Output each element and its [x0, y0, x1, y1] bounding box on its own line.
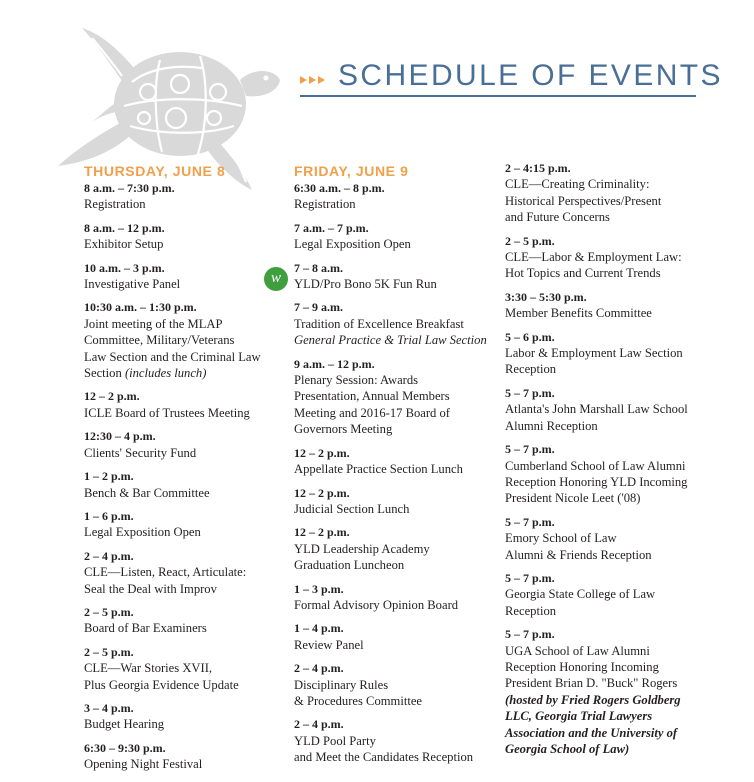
event-title-text: Opening Night Festival — [84, 757, 203, 772]
event-item — [294, 716, 500, 765]
event-title-line — [294, 597, 500, 613]
event-title-text: Graduation Luncheon — [294, 558, 405, 573]
event-time: 1 – 2 p.m. — [84, 469, 134, 484]
event-item — [84, 260, 289, 293]
event-title-line — [505, 530, 740, 546]
event-item — [505, 441, 740, 507]
event-title-line — [84, 716, 289, 732]
event-item — [294, 485, 500, 518]
event-title-text: Reception Honoring YLD Incoming — [505, 474, 688, 489]
event-title-line — [84, 316, 289, 332]
event-item — [294, 620, 500, 653]
event-time: 3:30 – 5:30 p.m. — [505, 289, 587, 304]
event-host-note: LLC, Georgia Trial Lawyers — [505, 709, 653, 724]
event-title-text: Registration — [84, 197, 146, 212]
event-title-text: Cumberland School of Law Alumni — [505, 458, 686, 473]
event-time: 12 – 2 p.m. — [294, 525, 350, 540]
event-item — [505, 160, 740, 226]
triple-arrow-icon — [300, 71, 327, 89]
event-title-line — [84, 276, 289, 292]
badge-letter: w — [270, 270, 281, 286]
event-title-text: Bench & Bar Committee — [84, 485, 210, 500]
event-title-line — [505, 643, 740, 659]
event-title-line — [505, 603, 740, 619]
event-title-line — [294, 276, 500, 292]
event-title-line — [294, 236, 500, 252]
event-time: 8 a.m. – 12 p.m. — [84, 220, 165, 235]
event-title-text: Seal the Deal with Improv — [84, 581, 217, 596]
event-title-text: Meeting and 2016-17 Board of — [294, 405, 450, 420]
event-title-line — [84, 564, 289, 580]
event-title-text: Reception — [505, 603, 557, 618]
event-title-text: Section — [84, 366, 122, 381]
event-title-text: Emory School of Law — [505, 531, 617, 546]
event-title-text: President Brian D. "Buck" Rogers — [505, 676, 678, 691]
event-time: 10:30 a.m. – 1:30 p.m. — [84, 300, 197, 315]
event-time: 2 – 4 p.m. — [294, 717, 344, 732]
event-title-text: Plus Georgia Evidence Update — [84, 677, 239, 692]
event-time: 2 – 5 p.m. — [84, 644, 134, 659]
event-title-line — [84, 620, 289, 636]
event-title-text: Review Panel — [294, 637, 364, 652]
event-item — [84, 299, 289, 381]
event-time: 12 – 2 p.m. — [84, 389, 140, 404]
title-underline — [300, 95, 696, 97]
event-title-text: Appellate Practice Section Lunch — [294, 462, 463, 477]
event-title-text: Formal Advisory Opinion Board — [294, 597, 459, 612]
event-item — [294, 524, 500, 573]
event-title-text: Exhibitor Setup — [84, 237, 164, 252]
event-title-line — [505, 418, 740, 434]
event-item — [294, 180, 500, 213]
event-title-text: Judicial Section Lunch — [294, 501, 410, 516]
event-item — [84, 388, 289, 421]
event-title-line — [505, 458, 740, 474]
event-time: 1 – 3 p.m. — [294, 581, 344, 596]
event-item — [294, 581, 500, 614]
event-title-text: Law Section and the Criminal Law — [84, 349, 261, 364]
event-title-text: Historical Perspectives/Present — [505, 193, 662, 208]
event-title-text: Disciplinary Rules — [294, 677, 389, 692]
event-title-line — [505, 490, 740, 506]
event-item — [84, 468, 289, 501]
event-host-section: General Practice & Trial Law Section — [294, 333, 487, 348]
event-title-line — [84, 660, 289, 676]
event-time: 6:30 – 9:30 p.m. — [84, 740, 166, 755]
event-time: 8 a.m. – 7:30 p.m. — [84, 181, 175, 195]
event-time: 7 – 9 a.m. — [294, 300, 343, 315]
event-title-line — [294, 196, 500, 212]
event-title-line — [505, 361, 740, 377]
event-host-note: Georgia School of Law) — [505, 742, 630, 756]
event-title-line — [84, 485, 289, 501]
event-time: 3 – 4 p.m. — [84, 700, 134, 715]
schedule-column — [84, 162, 289, 780]
event-title-text: CLE—Creating Criminality: — [505, 177, 650, 192]
event-time: 6:30 a.m. – 8 p.m. — [294, 181, 385, 195]
event-title-text: Reception — [505, 362, 557, 377]
event-item — [84, 644, 289, 693]
event-item — [294, 660, 500, 709]
schedule-column — [294, 162, 500, 773]
event-title-line — [294, 316, 500, 332]
event-title-line — [294, 749, 500, 765]
event-title-line — [505, 209, 740, 225]
event-title-line — [294, 501, 500, 517]
event-title-line — [505, 249, 740, 265]
event-time: 7 a.m. – 7 p.m. — [294, 220, 369, 235]
event-title-line — [84, 196, 289, 212]
event-title-text: & Procedures Committee — [294, 693, 423, 708]
event-item — [84, 220, 289, 253]
event-title-line — [294, 388, 500, 404]
event-item — [294, 220, 500, 253]
event-title-line — [294, 637, 500, 653]
event-title-text: and Meet the Candidates Reception — [294, 750, 474, 765]
event-title-text: Legal Exposition Open — [84, 525, 201, 540]
event-title-line — [505, 547, 740, 563]
event-title-line — [505, 176, 740, 192]
event-title-line — [505, 401, 740, 417]
event-title-text: Presentation, Annual Members — [294, 389, 450, 404]
event-item — [505, 570, 740, 619]
schedule-column — [505, 160, 740, 764]
event-title-line — [294, 693, 500, 709]
event-item — [505, 233, 740, 282]
event-time: 12:30 – 4 p.m. — [84, 429, 156, 444]
event-title-line — [84, 756, 289, 772]
event-title-text: YLD Leadership Academy — [294, 541, 430, 556]
event-title-text: Joint meeting of the MLAP — [84, 316, 223, 331]
event-title-line — [505, 265, 740, 281]
event-time: 12 – 2 p.m. — [294, 445, 350, 460]
day-heading: FRIDAY, JUNE 9 — [294, 163, 409, 179]
event-title-text: Plenary Session: Awards — [294, 373, 419, 388]
event-title-text: Board of Bar Examiners — [84, 621, 207, 636]
event-title-line — [294, 557, 500, 573]
event-item — [84, 740, 289, 773]
event-item — [84, 700, 289, 733]
event-title-text: Reception Honoring Incoming — [505, 659, 659, 674]
event-title-text: and Future Concerns — [505, 210, 610, 225]
event-item — [505, 385, 740, 434]
event-time: 10 a.m. – 3 p.m. — [84, 260, 165, 275]
event-time: 5 – 7 p.m. — [505, 514, 555, 529]
event-title-line — [505, 305, 740, 321]
event-title-line — [294, 677, 500, 693]
event-title-line — [505, 345, 740, 361]
event-title-line — [84, 365, 289, 381]
event-title-line — [505, 474, 740, 490]
event-title-line — [294, 405, 500, 421]
page-title: SCHEDULE OF EVENTS — [338, 59, 723, 92]
event-time: 5 – 6 p.m. — [505, 329, 555, 344]
event-item — [505, 626, 740, 757]
event-title-line — [505, 586, 740, 602]
event-time: 5 – 7 p.m. — [505, 627, 555, 642]
event-title-line — [84, 581, 289, 597]
event-item — [294, 356, 500, 438]
event-title-text: Atlanta's John Marshall Law School — [505, 402, 688, 417]
event-item — [84, 180, 289, 213]
event-time: 2 – 4 p.m. — [84, 548, 134, 563]
event-title-line — [84, 524, 289, 540]
event-item — [84, 428, 289, 461]
event-time: 2 – 4 p.m. — [294, 661, 344, 676]
event-title-text: Budget Hearing — [84, 717, 165, 732]
event-title-text: YLD Pool Party — [294, 733, 376, 748]
event-title-text: Registration — [294, 197, 356, 212]
event-item — [294, 299, 500, 348]
event-title-line — [294, 541, 500, 557]
event-title-line — [505, 659, 740, 675]
event-time: 5 – 7 p.m. — [505, 570, 555, 585]
event-note: (includes lunch) — [124, 366, 207, 381]
event-time: 5 – 7 p.m. — [505, 442, 555, 457]
event-title-text: Clients' Security Fund — [84, 445, 197, 460]
event-title-line — [294, 733, 500, 749]
event-title-text: CLE—Labor & Employment Law: — [505, 250, 682, 265]
event-time: 1 – 6 p.m. — [84, 508, 134, 523]
event-title-text: UGA School of Law Alumni — [505, 643, 650, 658]
event-title-text: Alumni & Friends Reception — [505, 547, 652, 562]
event-title-text: Governors Meeting — [294, 422, 393, 437]
event-title-text: CLE—War Stories XVII, — [84, 661, 213, 676]
event-title-line — [84, 677, 289, 693]
event-title-text: Legal Exposition Open — [294, 237, 411, 252]
event-title-text: CLE—Listen, React, Articulate: — [84, 565, 247, 580]
event-title-line — [294, 461, 500, 477]
event-title-text: Alumni Reception — [505, 418, 598, 433]
event-title-text: Investigative Panel — [84, 277, 181, 292]
event-item — [505, 289, 740, 322]
event-title-line — [505, 675, 740, 691]
event-time: 1 – 4 p.m. — [294, 621, 344, 636]
event-item — [505, 514, 740, 563]
event-item — [84, 508, 289, 541]
event-title-line — [84, 405, 289, 421]
event-item — [84, 604, 289, 637]
event-title-text: President Nicole Leet ('08) — [505, 491, 641, 506]
event-time: 7 – 8 a.m. — [294, 260, 343, 275]
day-heading: THURSDAY, JUNE 8 — [84, 163, 226, 179]
event-title-line — [84, 349, 289, 365]
event-title-text: Tradition of Excellence Breakfast — [294, 316, 464, 331]
event-title-text: ICLE Board of Trustees Meeting — [84, 405, 250, 420]
event-time: 2 – 4:15 p.m. — [505, 161, 571, 175]
event-title-text: Member Benefits Committee — [505, 306, 652, 321]
event-title-text: Labor & Employment Law Section — [505, 346, 683, 361]
event-title-text: Hot Topics and Current Trends — [505, 266, 661, 281]
event-title-line — [84, 445, 289, 461]
event-title-line — [84, 236, 289, 252]
event-host-note: (hosted by Fried Rogers Goldberg — [505, 692, 681, 707]
event-title-text: Committee, Military/Veterans — [84, 333, 235, 348]
event-item — [84, 548, 289, 597]
event-item — [294, 260, 500, 293]
event-title-text: Georgia State College of Law — [505, 587, 656, 602]
event-host-note: Association and the University of — [505, 725, 678, 740]
event-title-text: YLD/Pro Bono 5K Fun Run — [294, 277, 437, 292]
event-time: 12 – 2 p.m. — [294, 485, 350, 500]
event-time: 2 – 5 p.m. — [84, 604, 134, 619]
event-title-line — [294, 421, 500, 437]
event-item — [505, 329, 740, 378]
event-time: 5 – 7 p.m. — [505, 385, 555, 400]
event-item — [294, 445, 500, 478]
event-time: 9 a.m. – 12 p.m. — [294, 356, 375, 371]
event-title-line — [505, 193, 740, 209]
event-title-line — [294, 372, 500, 388]
event-title-line — [84, 332, 289, 348]
event-time: 2 – 5 p.m. — [505, 233, 555, 248]
